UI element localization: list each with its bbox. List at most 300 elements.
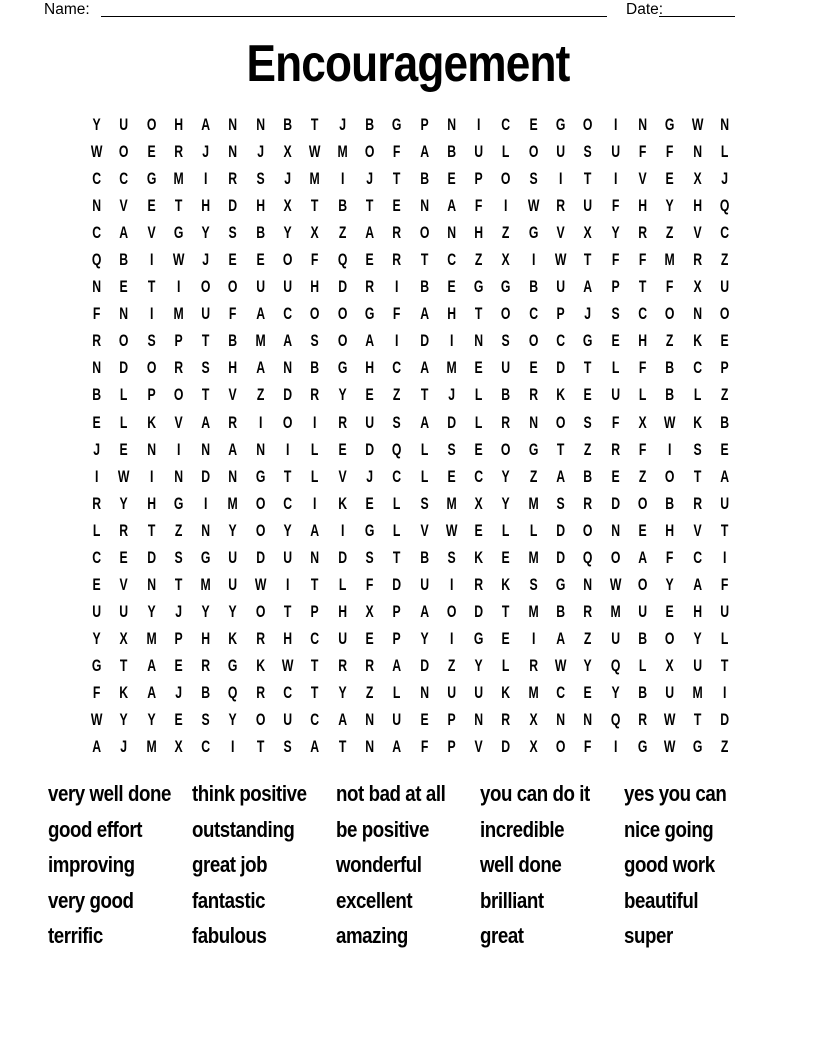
grid-letter: P [556,304,565,324]
grid-letter: G [228,655,238,675]
grid-letter: C [92,169,102,189]
grid-letter: U [228,547,238,567]
grid-letter: H [638,196,648,216]
grid-letter: O [282,412,293,432]
grid-letter: U [474,142,484,162]
grid-letter: T [584,250,592,270]
grid-letter: G [201,547,211,567]
grid-letter: F [666,142,674,162]
word-list-item: good work [624,852,715,878]
grid-letter: E [365,250,374,270]
grid-letter: T [420,250,428,270]
grid-letter: Y [201,601,210,621]
grid-letter: O [528,331,539,351]
grid-letter: H [638,331,648,351]
grid-letter: W [664,737,676,757]
grid-letter: Y [229,601,238,621]
grid-letter: E [174,655,183,675]
grid-letter: L [502,655,510,675]
grid-letter: M [146,628,157,648]
grid-letter: X [693,169,702,189]
grid-letter: A [447,196,456,216]
grid-letter: M [664,250,675,270]
grid-letter: L [638,655,647,675]
grid-letter: G [364,304,375,324]
grid-letter: T [584,169,592,189]
date-label: Date: [626,1,664,18]
grid-letter: P [174,331,183,351]
grid-letter: I [286,439,290,459]
grid-letter: B [720,412,729,432]
grid-letter: E [365,385,374,405]
grid-letter: C [638,304,648,324]
grid-letter: C [692,358,702,378]
grid-letter: L [311,439,319,459]
grid-letter: G [337,358,348,378]
grid-letter: G [665,115,675,134]
grid-letter: U [610,628,620,648]
grid-letter: C [310,710,320,730]
grid-letter: K [146,412,156,432]
grid-letter: S [365,547,374,567]
grid-letter: A [583,277,593,297]
grid-letter: P [447,737,456,757]
grid-letter: Y [693,628,702,648]
grid-letter: F [638,142,647,162]
grid-letter: C [556,331,566,351]
grid-letter: B [119,250,129,270]
word-list-item: great [480,923,524,949]
grid-letter: N [92,358,102,378]
grid-letter: E [474,439,483,459]
word-list-column [48,776,192,954]
grid-letter: Y [502,493,511,513]
grid-letter: E [502,628,511,648]
grid-letter: W [254,574,267,594]
grid-letter: N [419,196,429,216]
grid-letter: K [501,574,511,594]
grid-letter: A [310,520,320,540]
grid-letter: U [228,574,238,594]
grid-letter: U [556,277,566,297]
grid-letter: H [474,223,484,243]
grid-letter: K [337,493,347,513]
grid-letter: A [337,710,347,730]
grid-letter: S [174,547,183,567]
grid-letter: G [528,439,539,459]
grid-letter: D [556,520,566,540]
grid-letter: E [502,547,511,567]
grid-letter: U [474,682,484,702]
grid-letter: R [365,277,375,297]
grid-letter: C [392,466,402,486]
grid-letter: Y [92,115,101,134]
grid-letter: K [228,628,238,648]
grid-letter: I [722,547,727,567]
grid-letter: D [447,412,456,432]
word-list [48,776,768,954]
grid-letter: G [692,737,702,757]
word-list-item: not bad at all [336,781,446,806]
grid-letter: R [256,628,265,648]
grid-letter: Z [666,331,674,351]
grid-letter: A [256,358,265,378]
word-list-item: yes you can [624,781,727,806]
grid-letter: T [174,196,183,216]
grid-letter: R [528,655,538,675]
grid-letter: S [693,439,702,459]
grid-letter: Y [92,628,101,648]
grid-letter: C [201,737,211,757]
grid-letter: T [393,169,401,189]
grid-letter: N [583,574,593,594]
grid-letter: P [447,710,456,730]
grid-letter: W [527,196,540,216]
grid-letter: F [229,304,237,324]
word-list-column [480,776,624,954]
grid-letter: C [447,250,456,270]
grid-letter: L [475,412,483,432]
grid-letter: T [311,655,319,675]
grid-letter: C [474,466,484,486]
grid-letter: W [309,142,321,162]
word-list-item: fabulous [192,923,267,949]
grid-letter: O [665,466,675,486]
grid-letter: X [529,710,538,730]
grid-letter: P [310,601,320,621]
grid-letter: G [474,277,484,297]
grid-letter: M [337,142,348,162]
word-list-item: be positive [336,816,430,842]
grid-letter: Y [665,196,674,216]
grid-letter: V [693,223,702,243]
grid-letter: O [119,331,129,351]
grid-letter: E [665,169,674,189]
grid-letter: T [202,331,210,351]
grid-letter: S [392,412,401,432]
grid-letter: B [419,169,429,189]
grid-letter: U [720,601,729,621]
grid-letter: T [720,520,729,540]
grid-letter: S [611,304,620,324]
grid-letter: N [92,196,102,216]
grid-letter: K [692,331,702,351]
grid-letter: I [395,277,399,297]
grid-letter: C [501,115,511,134]
grid-letter: Y [474,655,483,675]
grid-letter: L [393,682,401,702]
grid-letter: E [447,169,456,189]
grid-letter: I [149,304,153,324]
word-list-item: super [624,923,673,949]
grid-letter: Z [666,223,674,243]
grid-letter: H [146,493,156,513]
grid-letter: Q [610,655,621,675]
grid-letter: O [146,115,157,134]
grid-letter: B [501,385,511,405]
grid-letter: E [665,601,674,621]
grid-letter: B [92,385,102,405]
word-list-item: wonderful [336,852,422,878]
grid-letter: M [446,493,457,513]
grid-letter: I [176,439,181,459]
grid-letter: V [693,520,702,540]
grid-letter: L [475,385,483,405]
grid-letter: T [147,520,155,540]
grid-letter: R [528,385,538,405]
grid-letter: N [283,358,293,378]
grid-letter: I [286,574,290,594]
grid-letter: C [720,223,729,243]
grid-letter: U [92,601,102,621]
grid-letter: I [504,196,508,216]
grid-letter: C [92,223,102,243]
grid-letter: O [173,385,184,405]
grid-letter: E [174,710,183,730]
grid-letter: Z [256,385,265,405]
page-title: Encouragement [246,35,570,93]
grid-letter: M [528,682,539,702]
grid-letter: U [283,547,293,567]
grid-letter: U [501,358,511,378]
word-list-item: you can do it [480,781,590,806]
grid-letter: L [420,466,428,486]
grid-letter: J [257,142,264,162]
grid-letter: R [638,710,648,730]
grid-letter: S [529,169,538,189]
grid-letter: R [92,493,102,513]
grid-letter: P [174,628,183,648]
grid-letter: Y [283,520,292,540]
grid-letter: Z [584,628,592,648]
grid-letter: V [229,385,238,405]
grid-letter: S [147,331,156,351]
grid-letter: M [146,737,157,757]
word-list-column [336,776,480,954]
grid-letter: U [256,277,265,297]
grid-letter: A [692,574,702,594]
grid-letter: Q [392,439,402,459]
date-blank-line [659,0,735,17]
grid-letter: T [256,737,265,757]
grid-letter: P [392,628,401,648]
grid-letter: V [119,574,129,594]
grid-letter: A [146,655,156,675]
grid-letter: S [447,547,456,567]
word-list-item: think positive [192,781,307,806]
grid-letter: O [255,493,266,513]
grid-letter: T [147,277,155,297]
grid-letter: H [365,358,375,378]
grid-letter: H [665,520,675,540]
grid-letter: N [474,331,484,351]
grid-letter: N [720,115,729,134]
grid-letter: U [119,115,129,134]
grid-letter: B [283,115,293,134]
grid-letter: W [118,466,130,486]
grid-letter: W [172,250,185,270]
grid-letter: T [311,115,319,134]
grid-letter: M [173,304,184,324]
grid-letter: U [337,628,347,648]
grid-letter: O [637,493,648,513]
grid-letter: T [283,601,292,621]
grid-letter: O [665,628,675,648]
grid-letter: Z [529,466,538,486]
grid-letter: M [610,601,621,621]
grid-letter: C [283,304,293,324]
grid-letter: D [474,601,484,621]
grid-letter: B [665,385,675,405]
grid-letter: S [201,358,210,378]
grid-letter: R [228,412,238,432]
grid-letter: H [201,196,211,216]
grid-letter: F [92,682,101,702]
grid-letter: I [613,115,617,134]
grid-letter: N [365,710,375,730]
grid-letter: E [611,466,620,486]
grid-letter: D [419,655,429,675]
grid-letter: A [92,737,102,757]
grid-letter: I [531,250,536,270]
grid-letter: A [419,358,429,378]
grid-letter: L [502,520,510,540]
grid-letter: J [366,466,374,486]
grid-letter: T [693,710,701,730]
grid-letter: P [720,358,729,378]
grid-letter: R [337,412,347,432]
grid-letter: O [555,412,566,432]
grid-letter: R [583,601,593,621]
grid-letter: E [720,439,729,459]
grid-letter: X [693,277,702,297]
grid-letter: I [94,466,99,486]
grid-letter: B [419,547,429,567]
grid-letter: Z [720,737,729,757]
grid-letter: E [638,520,647,540]
grid-letter: S [310,331,320,351]
grid-letter: J [584,304,592,324]
grid-letter: E [119,277,129,297]
grid-letter: F [666,547,674,567]
grid-letter: M [528,547,539,567]
grid-letter: F [393,304,401,324]
word-list-column [624,776,768,954]
grid-letter: D [720,710,729,730]
grid-letter: W [554,250,567,270]
grid-letter: Z [393,385,401,405]
grid-letter: G [146,169,157,189]
grid-letter: T [475,304,483,324]
grid-letter: D [610,493,620,513]
grid-letter: U [283,277,293,297]
grid-letter: K [256,655,265,675]
word-list-item: very well done [48,781,171,806]
grid-letter: R [638,223,648,243]
grid-letter: J [93,439,101,459]
grid-letter: N [256,439,265,459]
grid-letter: T [311,574,319,594]
grid-letter: Q [610,710,621,730]
grid-letter: Z [638,466,647,486]
grid-letter: R [392,223,402,243]
grid-letter: L [420,439,428,459]
word-list-item: brilliant [480,887,544,913]
grid-letter: U [392,710,402,730]
grid-letter: G [91,655,102,675]
grid-letter: H [310,277,320,297]
grid-letter: O [337,304,348,324]
grid-letter: E [92,412,101,432]
grid-letter: C [692,547,702,567]
grid-letter: F [420,737,428,757]
grid-letter: J [175,601,182,621]
grid-letter: X [283,196,292,216]
word-list-item: very good [48,887,134,913]
grid-letter: Y [420,628,429,648]
grid-letter: N [474,710,484,730]
grid-letter: J [284,169,292,189]
grid-letter: F [92,304,101,324]
grid-letter: C [556,682,566,702]
grid-letter: Y [229,520,238,540]
grid-letter: R [583,493,593,513]
title-row [0,34,816,94]
grid-letter: A [256,304,265,324]
grid-letter: O [119,142,129,162]
grid-letter: T [420,385,428,405]
grid-letter: E [147,142,156,162]
grid-letter: A [556,628,566,648]
grid-letter: E [119,439,129,459]
grid-letter: W [609,574,622,594]
word-search-grid [83,111,738,760]
grid-letter: R [256,682,265,702]
grid-letter: X [529,737,538,757]
grid-letter: R [610,439,620,459]
grid-letter: N [365,737,375,757]
grid-letter: Y [665,574,674,594]
grid-letter: T [174,574,183,594]
grid-letter: N [447,115,456,134]
grid-letter: N [201,520,211,540]
grid-letter: U [583,196,593,216]
grid-letter: B [256,223,265,243]
grid-letter: W [691,115,703,134]
word-list-item: improving [48,852,135,878]
grid-letter: O [555,737,566,757]
grid-letter: O [255,520,266,540]
grid-letter: T [311,682,319,702]
grid-letter: S [502,331,511,351]
grid-letter: U [119,601,129,621]
grid-letter: A [310,737,320,757]
grid-letter: N [92,277,102,297]
grid-letter: V [556,223,565,243]
grid-letter: D [337,547,347,567]
grid-letter: B [556,601,566,621]
grid-letter: J [175,682,182,702]
grid-letter: C [310,628,320,648]
grid-letter: S [529,574,538,594]
grid-letter: R [228,169,238,189]
grid-letter: Y [229,710,238,730]
grid-letter: Y [119,710,129,730]
word-list-item: excellent [336,887,413,913]
grid-letter: T [638,277,647,297]
grid-letter: K [501,682,511,702]
grid-letter: V [174,412,183,432]
